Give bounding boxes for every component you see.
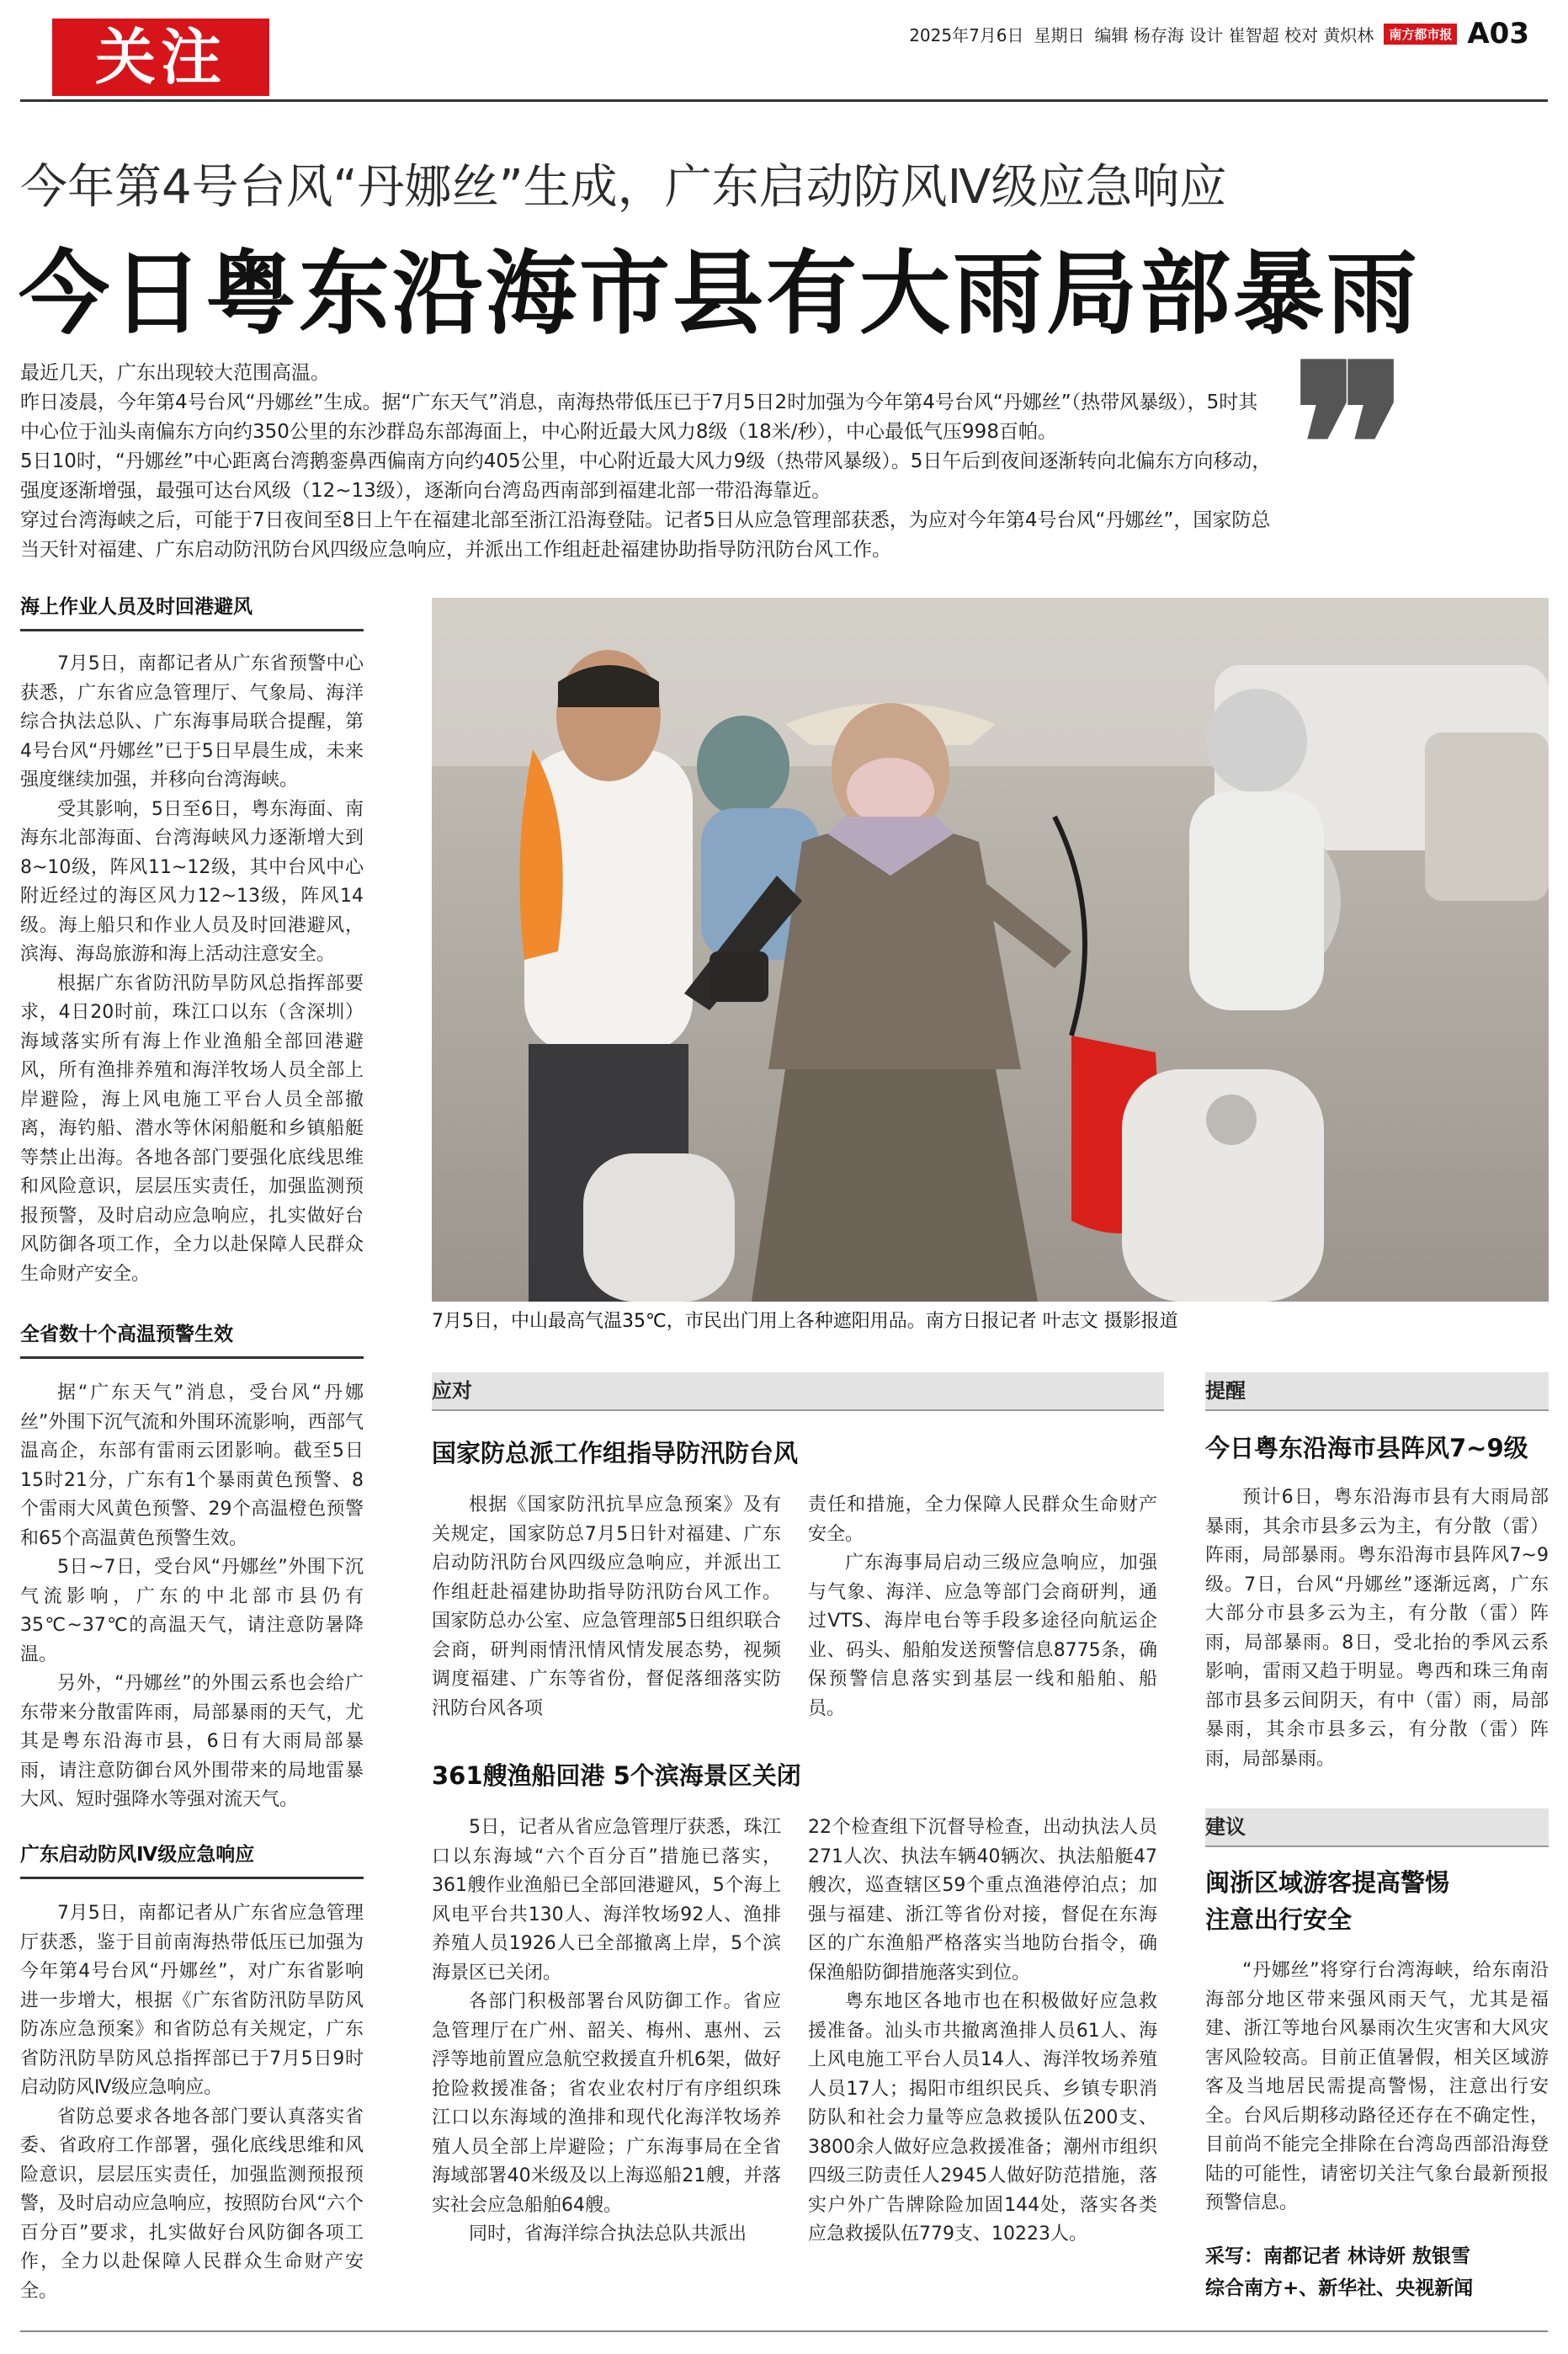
paragraph: 5日，记者从省应急管理厅获悉，珠江口以东海域“六个百分百”措施已落实，361艘作业渔船已全部回港避风，5个海上风电平台共130人、海洋牧场92人、渔排养殖人员1926人已全部撤离上岸，5个滨海景区已关闭。 xyxy=(432,1817,781,1984)
intro-paragraph: 昨日凌晨，今年第4号台风“丹娜丝”生成。据“广东天气”消息，南海热带低压已于7月5日2时加强为今年第4号台风“丹娜丝”（热带风暴级），5时其中心位于汕头南偏东方向约350公里的东沙群岛东部海面上，中心附近最大风力8级（18米/秒），中心最低气压998百帕。 xyxy=(20,391,1258,443)
article-headline: 今日粤东沿海市县有大雨局部暴雨 xyxy=(19,242,1421,347)
page-number: A03 xyxy=(1467,17,1529,51)
paragraph: 受其影响，5日至6日，粤东海面、南海东北部海面、台湾海峡风力逐渐增大到8~10级，阵风11~12级，其中台风中心附近经过的海区风力12~13级，阵风14级。海上船只和作业人员及时回港避风，滨海、海岛旅游和海上活动注意安全。 xyxy=(20,798,364,965)
article-1-col-2 xyxy=(808,1491,1157,1723)
news-photo xyxy=(432,598,1549,1302)
article-2-title: 361艘渔船回港 5个滨海景区关闭 xyxy=(432,1761,801,1790)
section-tag-label: 提醒 xyxy=(1205,1372,1251,1409)
section-tag xyxy=(1205,1808,1549,1845)
left-section-title: 广东启动防风Ⅳ级应急响应 xyxy=(20,1839,364,1879)
paragraph: 根据《国家防汛抗旱应急预案》及有关规定，国家防总7月5日针对福建、广东启动防汛防台风四级应急响应，并派出工作组赶赴福建协助指导防汛防台风工作。国家防总办公室、应急管理部5日组织联合会商，研判雨情汛情风情发展态势，视频调度福建、广东等省份，督促落细落实防汛防台风各项 xyxy=(432,1494,781,1719)
section-tag-label: 应对 xyxy=(432,1372,477,1409)
paragraph: 粤东地区各地市也在积极做好应急救援准备。汕头市共撤离渔排人员61人、海上风电施工平台人员14人、海洋牧场养殖人员17人；揭阳市组织民兵、乡镇专职消防队和社会力量等应急救援队伍200支、3800余人做好应急救援准备；潮州市组织四级三防责任人2945人做好防范措施，落实户外广告牌除险加固144处，落实各类应急救援队伍779支、10223人。 xyxy=(808,1991,1157,2245)
quote-mark-icon: ❞ xyxy=(1291,317,1409,574)
newspaper-logo: 南方都市报 xyxy=(1384,24,1457,45)
paragraph: 7月5日，南都记者从广东省预警中心获悉，广东省应急管理厅、气象局、海洋综合执法总队、广东海事局联合提醒，第4号台风“丹娜丝”已于5日早晨生成，未来强度继续加强，并移向台湾海峡。 xyxy=(20,653,364,791)
photo-caption: 7月5日，中山最高气温35℃，市民出门用上各种遮阳用品。南方日报记者 叶志文 摄影报道 xyxy=(432,1311,1178,1332)
reminder-title: 今日粤东沿海市县阵风7~9级 xyxy=(1205,1434,1528,1462)
paragraph: 另外，“丹娜丝”的外围云系也会给广东带来分散雷阵雨，局部暴雨的天气，尤其是粤东沿海市县，6日有大雨局部暴雨，请注意防御台风外围带来的局地雷暴大风、短时强降水等强对流天气。 xyxy=(20,1673,364,1810)
paragraph: 广东海事局启动三级应急响应，加强与气象、海洋、应急等部门会商研判，通过VTS、海岸电台等手段多途径向航运企业、码头、船舶发送预警信息8775条，确保预警信息落实到基层一线和船舶、船员。 xyxy=(808,1552,1157,1719)
paragraph: “丹娜丝”将穿行台湾海峡，给东南沿海部分地区带来强风雨天气，尤其是福建、浙江等地台风暴雨次生灾害和大风灾害风险较高。目前正值暑假，相关区域游客及当地居民需提高警惕，注意出行安全。台风后期移动路径还存在不确定性，目前尚不能完全排除在台湾岛西部沿海登陆的可能性，请密切关注气象台最新预报预警信息。 xyxy=(1205,1960,1549,2213)
left-section-body xyxy=(20,1379,364,1815)
photo-street-scene xyxy=(432,598,1549,1302)
article-1-col-1 xyxy=(432,1491,781,1723)
section-tag xyxy=(1205,1372,1549,1409)
issue-weekday: 星期日 xyxy=(1034,24,1085,45)
advice-title-line-2: 注意出行安全 xyxy=(1205,1905,1353,1934)
section-badge: 关注 xyxy=(52,19,269,96)
byline-sources: 综合南方+、新华社、央视新闻 xyxy=(1205,2277,1474,2299)
paragraph: 责任和措施，全力保障人民群众生命财产安全。 xyxy=(808,1494,1157,1545)
article-subhead: 今年第4号台风“丹娜丝”生成，广东启动防风Ⅳ级应急响应 xyxy=(20,160,1227,215)
header-rule xyxy=(20,99,1548,102)
article-1-body xyxy=(432,1491,1164,1723)
staff-credits: 编辑 杨存海 设计 崔智超 校对 黄炽林 xyxy=(1094,24,1374,45)
byline-reporters: 采写：南都记者 林诗妍 敖银雪 xyxy=(1205,2245,1471,2267)
article-2-col-2 xyxy=(808,1813,1157,2250)
paragraph: 22个检查组下沉督导检查，出动执法人员271人次、执法车辆40辆次、执法船艇47艘次，巡查辖区59个重点渔港停泊点；加强与福建、浙江等省份对接，督促在东海区的广东渔船严格落实当地防台指令，确保渔船防御措施落实到位。 xyxy=(808,1817,1157,1984)
paragraph: 省防总要求各地各部门要认真落实省委、省政府工作部署，强化底线思维和风险意识，层层压实责任，加强监测预报预警，及时启动应急响应，按照防台风“六个百分百”要求，扎实做好台风防御各项工作，全力以赴保障人民群众生命财产安全。 xyxy=(20,2106,364,2302)
paragraph: 7月5日，南都记者从广东省应急管理厅获悉，鉴于目前南海热带低压已加强为今年第4号台风“丹娜丝”，对广东省影响进一步增大，根据《广东省防汛防旱防风防冻应急预案》和省防总有关规定，广东省防汛防旱防风总指挥部已于7月5日9时启动防风Ⅳ级应急响应。 xyxy=(20,1903,364,2098)
tag-rule xyxy=(1205,1409,1549,1411)
left-section-2 xyxy=(20,1318,364,1815)
tag-rule xyxy=(432,1409,1164,1411)
left-section-body xyxy=(20,1899,364,2306)
header-meta xyxy=(909,19,1529,49)
advice-body xyxy=(1205,1957,1549,2218)
article-1-title: 国家防总派工作组指导防汛防台风 xyxy=(432,1439,799,1467)
paragraph: 预计6日，粤东沿海市县有大雨局部暴雨，其余市县多云为主，有分散（雷）阵雨，局部暴雨。粤东沿海市县阵风7~9级。7日，台风“丹娜丝”逐渐远离，广东大部分市县多云为主，有分散（雷）阵雨，局部暴雨。8日，受北抬的季风云系影响，雷雨又趋于明显。粤西和珠三角南部市县多云间阴天，有中（雷）雨，局部暴雨，其余市县多云，有分散（雷）阵雨，局部暴雨。 xyxy=(1205,1487,1549,1770)
paragraph: 据“广东天气”消息，受台风“丹娜丝”外围下沉气流和外围环流影响，西部气温高企，东部有雷雨云团影响。截至5日15时21分，广东有1个暴雨黄色预警、8个雷雨大风黄色预警、29个高温橙色预警和65个高温黄色预警生效。 xyxy=(20,1382,364,1549)
right-section-2 xyxy=(1205,1808,1549,2304)
bottom-rule xyxy=(20,2330,1548,2332)
paragraph: 同时，省海洋综合执法总队共派出 xyxy=(469,2224,747,2245)
article-2-body xyxy=(432,1813,1164,2250)
left-section-title: 海上作业人员及时回港避风 xyxy=(20,591,364,631)
intro-paragraph: 穿过台湾海峡之后，可能于7日夜间至8日上午在福建北部至浙江沿海登陆。记者5日从应急管理部获悉，为应对今年第4号台风“丹娜丝”，国家防总当天针对福建、广东启动防汛防台风四级应急响应，并派出工作组赶赴福建协助指导防汛防台风工作。 xyxy=(20,509,1271,561)
right-section-1 xyxy=(1205,1372,1549,1774)
middle-section xyxy=(432,1372,1164,2250)
reminder-body xyxy=(1205,1483,1549,1774)
section-tag xyxy=(432,1372,1164,1409)
intro-paragraph: 最近几天，广东出现较大范围高温。 xyxy=(20,362,330,384)
left-section-body xyxy=(20,650,364,1289)
article-intro xyxy=(20,359,1274,565)
left-section-title: 全省数十个高温预警生效 xyxy=(20,1318,364,1359)
advice-title-line-1: 闽浙区域游客提高警惕 xyxy=(1205,1868,1450,1897)
intro-paragraph: 5日10时，“丹娜丝”中心距离台湾鹅銮鼻西偏南方向约405公里，中心附近最大风力9级（热带风暴级）。5日午后到夜间逐渐转向北偏东方向移动，强度逐渐增强，最强可达台风级（12~13级），逐渐向台湾岛西南部到福建北部一带沿海靠近。 xyxy=(20,450,1272,502)
byline xyxy=(1205,2240,1549,2304)
paragraph: 根据广东省防汛防旱防风总指挥部要求，4日20时前，珠江口以东（含深圳）海域落实所有海上作业渔船全部回港避风，所有渔排养殖和海洋牧场人员全部上岸避险，海上风电施工平台人员全部撤离，海钓船、潜水等休闲船艇和乡镇船艇等禁止出海。各地各部门要强化底线思维和风险意识，层层压实责任，加强监测预报预警，及时启动应急响应，扎实做好台风防御各项工作，全力以赴保障人民群众生命财产安全。 xyxy=(20,972,364,1285)
paragraph: 5日~7日，受台风“丹娜丝”外围下沉气流影响，广东的中北部市县仍有35℃~37℃的高温天气，请注意防暑降温。 xyxy=(20,1557,364,1665)
left-section-1 xyxy=(20,591,364,1289)
issue-date: 2025年7月6日 xyxy=(909,24,1024,45)
paragraph: 各部门积极部署台风防御工作。省应急管理厅在广州、韶关、梅州、惠州、云浮等地前置应急航空救援直升机6架，做好抢险救援准备；省农业农村厅有序组织珠江口以东海域的渔排和现代化海洋牧场养殖人员全部上岸避险；广东海事局在全省海域部署40米级及以上海巡船21艘，并落实社会应急船舶64艘。 xyxy=(432,1991,781,2216)
left-section-3 xyxy=(20,1839,364,2306)
article-2-col-1 xyxy=(432,1813,781,2250)
section-tag-label: 建议 xyxy=(1205,1808,1251,1845)
tag-rule xyxy=(1205,1845,1549,1847)
